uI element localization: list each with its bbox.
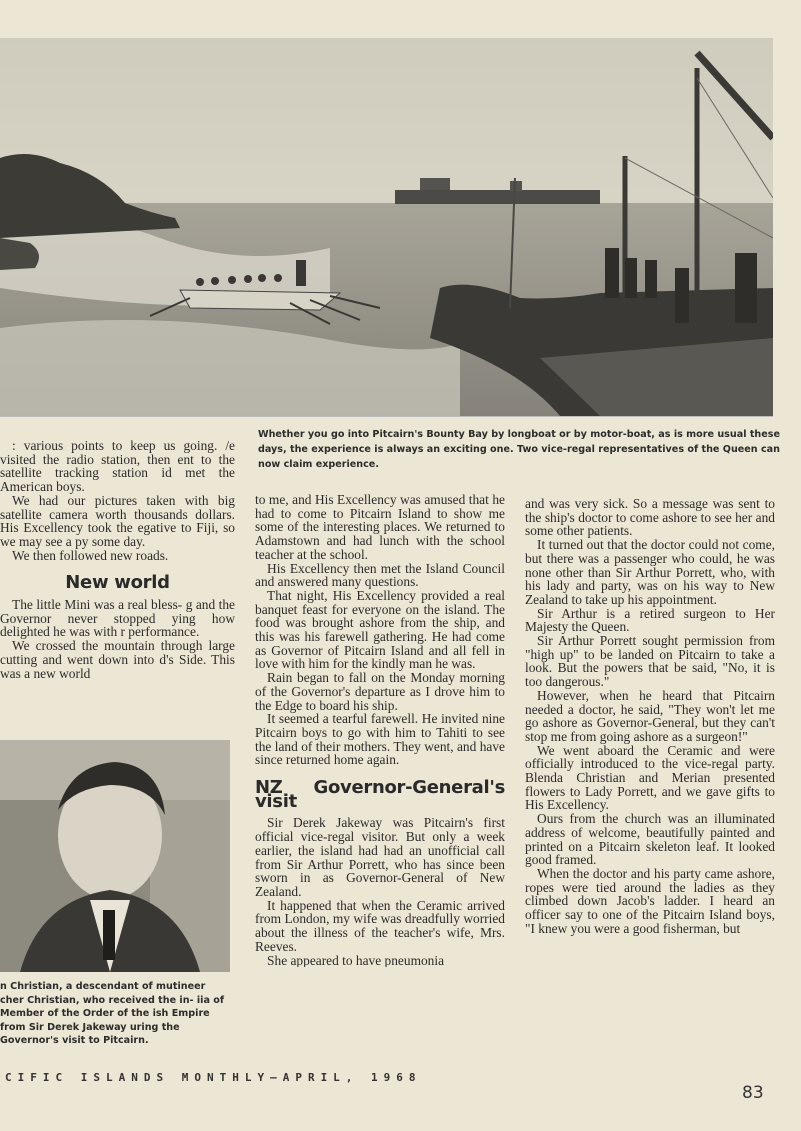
column-1: [0, 439, 235, 680]
paragraph: The little Mini was a real bless- g and the Governor never stopped ying how delighted he was with r performance.: [0, 597, 235, 640]
paragraph: We crossed the mountain through large cutting and went down into d's Side. This was a new world: [0, 638, 235, 681]
paragraph: We then followed new roads.: [12, 547, 169, 563]
paragraph: to me, and His Excellency was amused that he had to come to Pitcairn Island to show me some of the interesting places. We returned to Adamstown and had lunch with the school teacher at the school.: [255, 493, 505, 562]
paragraph: His Excellency then met the Island Council and answered many questions.: [255, 560, 505, 590]
paragraph: That night, His Excellency provided a real banquet feast for everyone on the island. The food was brought ashore from the ship, and this was his farewell gathering. He had come as Governor of Pitcairn Island and all fell in love with him for the kindly man he was.: [255, 587, 505, 672]
paragraph: and was very sick. So a message was sent to the ship's doctor to come ashore to see her and some other patients.: [525, 497, 775, 539]
paragraph: When the doctor and his party came ashore, ropes were tied around the ladies as they climbed down Jacob's ladder. I heard an officer say to one of the Pitcairn Island boys, "I knew you were a good fisherman, but: [525, 865, 775, 936]
section-heading-new-world: New world: [65, 572, 170, 594]
portrait-caption: n Christian, a descendant of mutineer cher Christian, who received the in- iia of Member of the Order of the ish Empire from Sir Derek Jakeway uring the Governor's visit to Pitcairn.: [0, 981, 225, 1046]
paragraph: Rain began to fall on the Monday morning of the Governor's departure as I drove him to the Edge to board his ship.: [255, 670, 505, 713]
paragraph: Sir Arthur Porrett sought permission from "high up" to be landed on Pitcairn to take a look. But the powers that be said, "No, it is too dangerous.": [525, 633, 775, 690]
paragraph: It seemed a tearful farewell. He invited nine Pitcairn boys to go with him to Tahiti to see the land of their mothers. They went, and have since returned home again.: [255, 711, 505, 768]
column-3: [525, 497, 775, 936]
harbour-photo: [0, 38, 773, 417]
paragraph: It happened that when the Ceramic arrived from London, my wife was dreadfully worried about the illness of the teacher's wife, Mrs. Reeves.: [255, 897, 505, 954]
paragraph: : various points to keep us going. /e visited the radio station, then ent to the satellite tracking station id met the American boys.: [0, 439, 235, 495]
photo-caption: Whether you go into Pitcairn's Bounty Bay by longboat or by motor-boat, as is more usual these days, the experience is always an exciting one. Two vice-regal representatives of the Queen can now claim experience.: [258, 429, 780, 470]
paragraph: She appeared to have pneumonia: [267, 952, 445, 968]
paragraph: Ours from the church was an illuminated address of welcome, beautifully painted and printed on a Pitcairn skeleton leaf. It looked good framed.: [525, 811, 775, 868]
column-2: [255, 493, 505, 967]
running-footer: CIFIC ISLANDS MONTHLY—APRIL, 1968: [5, 1071, 422, 1084]
portrait-photo: [0, 740, 230, 972]
page-number: 83: [742, 1083, 764, 1103]
paragraph: Sir Arthur is a retired surgeon to Her Majesty the Queen.: [525, 605, 775, 635]
paragraph: We went aboard the Ceramic and were officially introduced to the vice-regal party. Blenda Christian and Merian presented flowers to Lady Porrett, and we gave gifts to His Excellency.: [525, 742, 775, 813]
paragraph: It turned out that the doctor could not come, but there was a passenger who could, he was none other than Sir Arthur Porrett, who, with his lady and party, was on his way to New Zealand to take up his appointment.: [525, 537, 775, 607]
section-heading-governor-general: NZ Governor-General's visit: [255, 777, 505, 812]
paragraph: However, when he heard that Pitcairn needed a doctor, he said, "They won't let me go ashore as Governor-General, but they can't stop me from going ashore as a surgeon!": [525, 687, 775, 744]
paragraph: Sir Derek Jakeway was Pitcairn's first official vice-regal visitor. But only a week earlier, the island had had an unofficial call from Sir Arthur Porrett, who has since been sworn in as Governor-General of New Zealand.: [255, 815, 505, 899]
paragraph: We had our pictures taken with big satellite camera worth thousands dollars. His Excellency took the egative to Fiji, so we may see a py some day.: [0, 492, 235, 549]
